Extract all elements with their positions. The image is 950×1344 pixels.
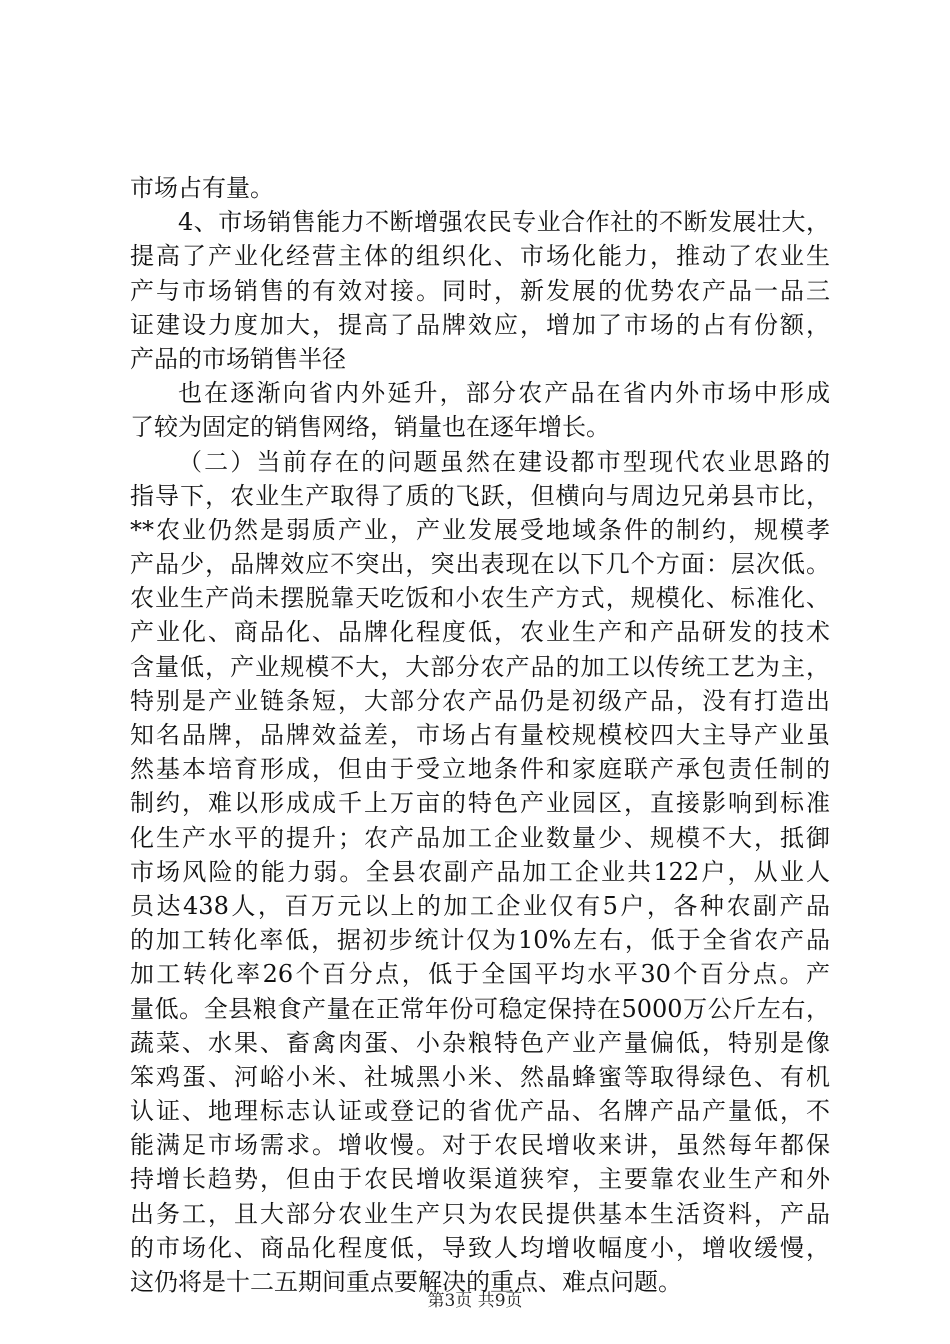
text-line: 4、市场销售能力不断增强农民专业合作社的不断发展壮大， (178, 208, 830, 237)
text-line: 制约，难以形成成千上万亩的特色产业园区，直接影响到标准 (130, 789, 830, 818)
text-line: 农业生产尚未摆脱靠天吃饭和小农生产方式，规模化、标准化、 (130, 584, 830, 613)
text-line: 量低。全县粮食产量在正常年份可稳定保持在5000万公斤左右， (130, 994, 830, 1023)
text-line: 然基本培育形成，但由于受立地条件和家庭联产承包责任制的 (130, 755, 830, 784)
text-line: 产品少，品牌效应不突出，突出表现在以下几个方面：层次低。 (130, 550, 830, 579)
text-line: 产业化、商品化、品牌化程度低，农业生产和产品研发的技术 (130, 618, 830, 647)
text-line: 这仍将是十二五期间重点要解决的重点、难点问题。 (130, 1268, 682, 1296)
text-line: 蔬菜、水果、畜禽肉蛋、小杂粮特色产业产量偏低，特别是像 (130, 1028, 830, 1057)
text-line: 的市场化、商品化程度低，导致人均增收幅度小，增收缓慢， (130, 1233, 830, 1262)
text-line: 的加工转化率低，据初步统计仅为10%左右，低于全省农产品 (130, 926, 830, 955)
text-line: （二）当前存在的问题虽然在建设都市型现代农业思路的 (178, 447, 830, 476)
text-line: 指导下，农业生产取得了质的飞跃，但横向与周边兄弟县市比， (130, 481, 830, 510)
text-line: 产与市场销售的有效对接。同时，新发展的优势农产品一品三 (130, 276, 830, 305)
text-line: 化生产水平的提升；农产品加工企业数量少、规模不大，抵御 (130, 823, 830, 852)
text-line: 笨鸡蛋、河峪小米、社城黑小米、然晶蜂蜜等取得绿色、有机 (130, 1062, 830, 1091)
text-line: 产品的市场销售半径 (130, 344, 346, 373)
text-line: 提高了产业化经营主体的组织化、市场化能力，推动了农业生 (130, 242, 830, 271)
text-line: 加工转化率26个百分点，低于全国平均水平30个百分点。产 (130, 960, 830, 989)
text-line: 知名品牌，品牌效益差，市场占有量校规模校四大主导产业虽 (130, 721, 830, 749)
text-line: **农业仍然是弱质产业，产业发展受地域条件的制约，规模孝 (130, 515, 830, 544)
text-line: 认证、地理标志认证或登记的省优产品、名牌产品产量低，不 (130, 1097, 830, 1126)
text-line: 市场占有量。 (130, 174, 274, 202)
text-line: 含量低，产业规模不大，大部分农产品的加工以传统工艺为主， (130, 652, 830, 681)
text-line: 出务工，且大部分农业生产只为农民提供基本生活资料，产品 (130, 1199, 830, 1228)
text-line: 员达438人，百万元以上的加工企业仅有5户，各种农副产品 (130, 891, 830, 920)
document-body (130, 171, 830, 1299)
text-line: 市场风险的能力弱。全县农副产品加工企业共122户，从业人 (130, 857, 830, 886)
text-line: 也在逐渐向省内外延升，部分农产品在省内外市场中形成 (178, 379, 830, 408)
text-line: 证建设力度加大，提高了品牌效应，增加了市场的占有份额， (130, 310, 830, 339)
page-footer (0, 1289, 950, 1313)
text-line: 了较为固定的销售网络，销量也在逐年增长。 (130, 413, 610, 442)
text-line: 持增长趋势，但由于农民增收渠道狭窄，主要靠农业生产和外 (130, 1165, 830, 1194)
text-line: 能满足市场需求。增收慢。对于农民增收来讲，虽然每年都保 (130, 1131, 830, 1160)
page-number-label: 第3页 共9页 (427, 1291, 523, 1311)
text-line: 特别是产业链条短，大部分农产品仍是初级产品，没有打造出 (130, 686, 830, 715)
